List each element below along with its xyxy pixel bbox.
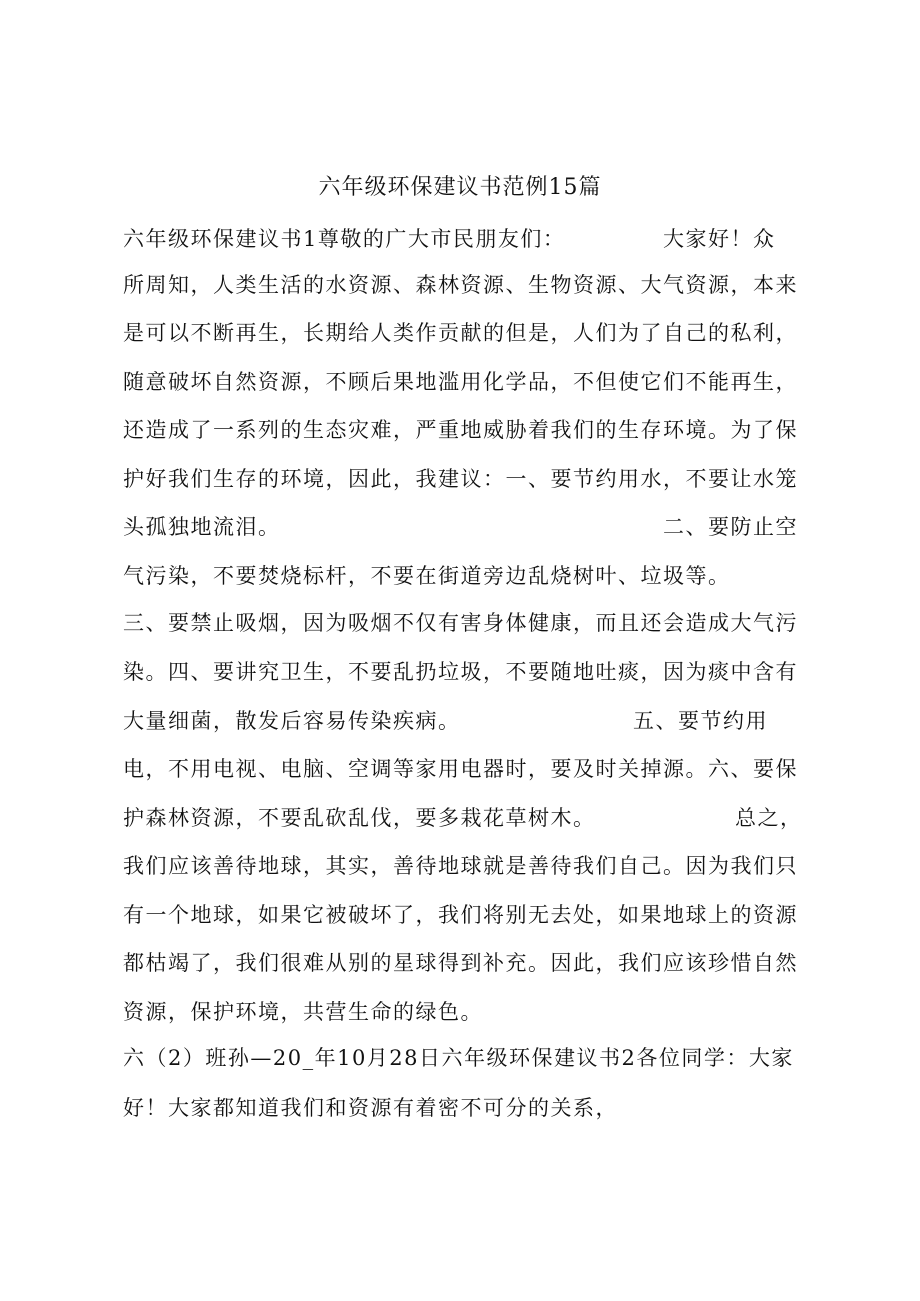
paragraph-line: 三、要禁止吸烟，因为吸烟不仅有害身体健康，而且还会造成大气污	[123, 611, 798, 635]
paragraph-line: 有一个地球，如果它被破坏了，我们将别无去处，如果地球上的资源	[123, 903, 798, 927]
paragraph-line: 染。四、要讲究卫生，不要乱扔垃圾，不要随地吐痰，因为痰中含有	[123, 660, 798, 684]
document-title: 六年级环保建议书范例15篇	[318, 175, 602, 200]
line-text: 六年级环保建议书1尊敬的广大市民朋友们：	[123, 227, 566, 251]
paragraph-line: 护好我们生存的环境，因此，我建议：一、要节约用水，不要让水笼	[123, 467, 798, 491]
paragraph-line: 我们应该善待地球，其实，善待地球就是善待我们自己。因为我们只	[123, 854, 798, 878]
paragraph-line	[123, 512, 798, 542]
paragraph-line: 都枯竭了，我们很难从别的星球得到补充。因此，我们应该珍惜自然	[123, 951, 798, 975]
paragraph-line	[123, 803, 803, 833]
line-tail: 二、要防止空	[663, 515, 798, 539]
paragraph-line: 还造成了一系列的生态灾难，严重地威胁着我们的生存环境。为了保	[123, 418, 798, 442]
paragraph-line: 资源，保护环境，共营生命的绿色。	[123, 1000, 483, 1024]
paragraph-line: 好！大家都知道我们和资源有着密不可分的关系，	[123, 1096, 618, 1120]
paragraph-line	[123, 706, 768, 736]
line-text: 头孤独地流泪。	[123, 515, 281, 539]
paragraph-line	[123, 224, 776, 254]
line-tail: 总之，	[735, 806, 803, 830]
line-tail: 大家好！众	[663, 227, 776, 251]
paragraph-line: 电，不用电视、电脑、空调等家用电器时，要及时关掉源。六、要保	[123, 757, 798, 781]
line-tail: 五、要节约用	[633, 709, 768, 733]
paragraph-line: 气污染，不要焚烧标杆，不要在街道旁边乱烧树叶、垃圾等。	[123, 564, 731, 588]
paragraph-line: 六（2）班孙—20_年10月28日六年级环保建议书2各位同学：大家	[123, 1046, 794, 1070]
paragraph-line: 随意破坏自然资源，不顾后果地滥用化学品，不但使它们不能再生，	[123, 370, 798, 394]
paragraph-line: 所周知，人类生活的水资源、森林资源、生物资源、大气资源，本来	[123, 273, 798, 297]
line-text: 大量细菌，散发后容易传染疾病。	[123, 709, 461, 733]
paragraph-line: 是可以不断再生，长期给人类作贡献的但是，人们为了自己的私利，	[123, 321, 798, 345]
line-text: 护森林资源，不要乱砍乱伐，要多栽花草树木。	[123, 806, 596, 830]
